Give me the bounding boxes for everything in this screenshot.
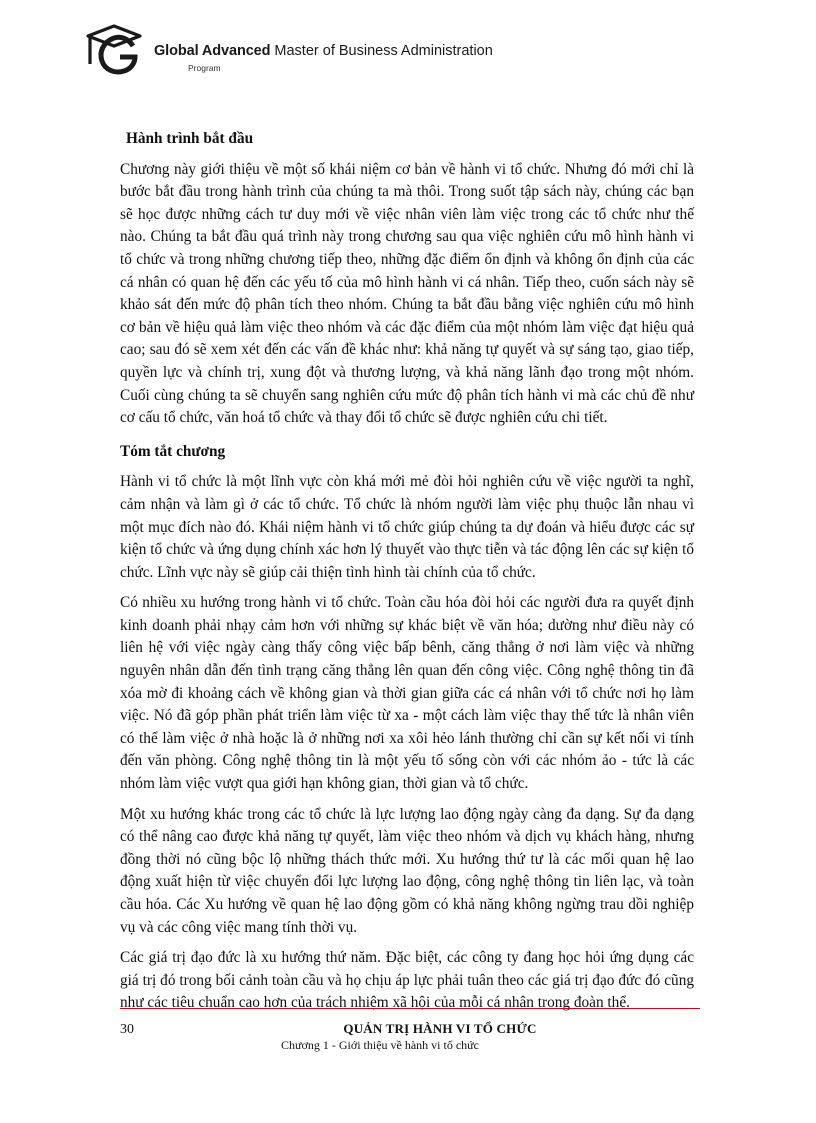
paragraph: Có nhiều xu hướng trong hành vi tổ chức. Toàn cầu hóa đòi hỏi các người đưa ra quyết định kinh doanh phải nhạy cảm hơn với những sự khác biệt về văn hóa; dường như điều này có liên hệ với việc ngày càng thấy công việc bấp bênh, căng thẳng ở nơi làm việc và những nguyên nhân dẫn đến tình trạng căng thẳng lên quan đến công việc. Công nghệ thông tin đã xóa mờ đi khoảng cách về không gian và thời gian giữa các cá nhân với tổ chức nơi họ làm việc. Nó đã góp phần phát triển làm việc từ xa - một cách làm việc thay thế tức là nhân viên có thể làm việc ở nhà hoặc là ở những nơi xa xôi hẻo lánh thường chỉ cần sự kết nối vi tính đến văn phòng. Công nghệ thông tin là một yếu tố sống còn với các nhóm ảo - tức là các nhóm làm việc vượt qua giới hạn không gian, thời gian và tổ chức. bbox=[120, 594, 694, 793]
section-heading: Hành trình bắt đầu bbox=[126, 130, 254, 147]
chapter-title: Chương 1 - Giới thiệu về hành vi tổ chức bbox=[281, 1038, 479, 1052]
paragraph: Các giá trị đạo đức là xu hướng thứ năm. Đặc biệt, các công ty đang học hỏi ứng dụng các giá trị đó trong bối cảnh toàn cầu và họ chịu áp lực phải tuân theo các giá trị đạo đức đó cũng như các tiêu chuẩn cao hơn của trách nhiệm xã hội của mỗi cá nhân trong đoàn thể. bbox=[120, 949, 694, 1012]
brand-name bbox=[154, 43, 493, 59]
brand-program-name: Master of Business Administration bbox=[274, 43, 493, 59]
footer-divider bbox=[120, 1008, 700, 1009]
paragraph: Chương này giới thiệu về một số khái niệm cơ bản về hành vi tổ chức. Nhưng đó mới chỉ là bước bắt đầu trong hành trình của chúng ta mà thôi. Trong suốt tập sách này, chúng các bạn sẽ học được những cách tư duy mới về việc nhân viên làm việc trong các tổ chức như thế nào. Chúng ta bắt đầu quá trình này trong chương sau qua việc nghiên cứu mô hình hành vi tổ chức và trong những chương tiếp theo, những đặc điểm ổn định và không ổn định của các cá nhân có quan hệ đến các yếu tố của mô hình hành vi cá nhân. Tiếp theo, cuốn sách này sẽ khảo sát đến mức độ phân tích theo nhóm. Chúng ta bắt đầu bằng việc nghiên cứu mô hình cơ bản về hiệu quả làm việc theo nhóm và các đặc điểm của một nhóm làm việc đạt hiệu quả cao; sau đó sẽ xem xét đến các vấn đề khác như: khả năng tự quyết và sự sáng tạo, giao tiếp, quyền lực và chính trị, xung đột và thương lượng, và khả năng lãnh đạo trong một nhóm. Cuối cùng chúng ta sẽ chuyển sang nghiên cứu mức độ phân tích hành vi mà các chủ đề như cơ cấu tổ chức, văn hoá tổ chức và thay đổi tổ chức sẽ được nghiên cứu chi tiết. bbox=[120, 160, 694, 427]
main-content bbox=[120, 128, 694, 1023]
page-header bbox=[84, 22, 724, 78]
book-title: QUẢN TRỊ HÀNH VI TỔ CHỨC bbox=[343, 1021, 537, 1036]
brand-bold: Global Advanced bbox=[154, 43, 271, 59]
paragraph: Một xu hướng khác trong các tổ chức là lực lượng lao động ngày càng đa dạng. Sự đa dạng có thể nâng cao được khả năng tự quyết, làm việc theo nhóm và dịch vụ khách hàng, nhưng đồng thời nó cũng bộc lộ những thách thức mới. Xu hướng thứ tư là các mối quan hệ lao động xuất hiện từ việc chuyển đổi lực lượng lao động, công nghệ thông tin liên lạc, và toàn cầu hóa. Các Xu hướng về quan hệ lao động gồm có khả năng không ngừng trau dồi nghiệp vụ và các công việc mang tính thời vụ. bbox=[120, 805, 694, 936]
page-number: 30 bbox=[120, 1022, 134, 1037]
graduation-cap-g-logo-icon bbox=[84, 24, 146, 76]
section-heading: Tóm tắt chương bbox=[120, 442, 226, 460]
brand-subtitle: Program bbox=[188, 63, 221, 73]
paragraph: Hành vi tổ chức là một lĩnh vực còn khá mới mẻ đòi hỏi nghiên cứu về việc người ta nghĩ, cảm nhận và làm gì ở các tổ chức. Tổ chức là nhóm người làm việc phụ thuộc lẫn nhau vì một mục đích nào đó. Khái niệm hành vi tổ chức giúp chúng ta dự đoán và hiểu được các sự kiện tổ chức và ứng dụng chính xác hơn lý thuyết vào thực tiễn và tác động lên các sự kiện tổ chức. Lĩnh vực này sẽ giúp cải thiện tình hình tài chính của tổ chức. bbox=[120, 473, 694, 581]
